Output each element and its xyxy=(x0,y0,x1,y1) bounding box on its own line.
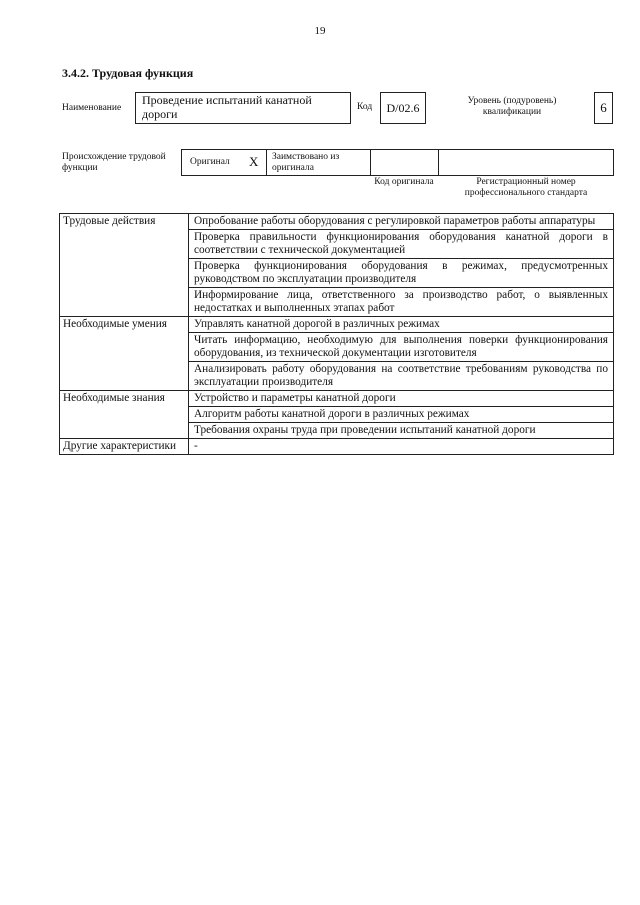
item-cell: Проверка функционирования оборудования в режимах, предусмотренных руководством по эксплуатации производителя xyxy=(189,259,614,288)
item-cell: Управлять канатной дорогой в различных режимах xyxy=(189,317,614,333)
item-cell: Читать информацию, необходимую для выполнения поверки функционирования оборудования, из технической документации изготовителя xyxy=(189,333,614,362)
category-cell: Трудовые действия xyxy=(60,214,189,317)
function-name-box: Проведение испытаний канатной дороги xyxy=(135,92,351,124)
original-code-cell xyxy=(371,150,439,175)
item-cell: Требования охраны труда при проведении испытаний канатной дороги xyxy=(189,423,614,439)
original-label: Оригинал xyxy=(190,157,230,167)
function-code-box: D/02.6 xyxy=(380,92,426,124)
category-cell: Необходимые умения xyxy=(60,317,189,391)
registration-number-caption: Регистрационный номер профессионального стандарта xyxy=(464,177,588,198)
page-number: 19 xyxy=(314,25,326,37)
registration-number-cell xyxy=(439,150,613,175)
item-cell: Информирование лица, ответственного за производство работ, о выявленных недостатках и выполненных этапах работ xyxy=(189,288,614,317)
function-details-table xyxy=(59,213,614,455)
borrowed-label: Заимствовано из оригинала xyxy=(272,152,340,173)
origin-row xyxy=(181,149,614,176)
item-cell: Опробование работы оборудования с регулировкой параметров работы аппаратуры xyxy=(189,214,614,230)
section-title: 3.4.2. Трудовая функция xyxy=(62,66,194,80)
table-row xyxy=(60,391,614,407)
category-cell: Другие характеристики xyxy=(60,439,189,455)
table-row xyxy=(60,317,614,333)
item-cell: Проверка правильности функционирования оборудования канатной дороги в соответствии с технической документацией xyxy=(189,230,614,259)
table-row xyxy=(60,214,614,230)
item-cell: - xyxy=(189,439,614,455)
category-cell: Необходимые знания xyxy=(60,391,189,439)
name-label: Наименование xyxy=(62,103,122,113)
table-row xyxy=(60,439,614,455)
original-code-caption: Код оригинала xyxy=(374,177,434,187)
original-cell xyxy=(182,150,267,175)
original-mark: X xyxy=(249,154,259,169)
qualification-level-label: Уровень (подуровень) квалификации xyxy=(467,96,557,117)
qualification-level-box: 6 xyxy=(594,92,613,124)
item-cell: Устройство и параметры канатной дороги xyxy=(189,391,614,407)
item-cell: Анализировать работу оборудования на соответствие требованиям руководства по эксплуатации производителя xyxy=(189,362,614,391)
item-cell: Алгоритм работы канатной дороги в различных режимах xyxy=(189,407,614,423)
borrowed-cell xyxy=(267,150,371,175)
code-label: Код xyxy=(357,102,373,112)
origin-label: Происхождение трудовой функции xyxy=(62,152,166,173)
